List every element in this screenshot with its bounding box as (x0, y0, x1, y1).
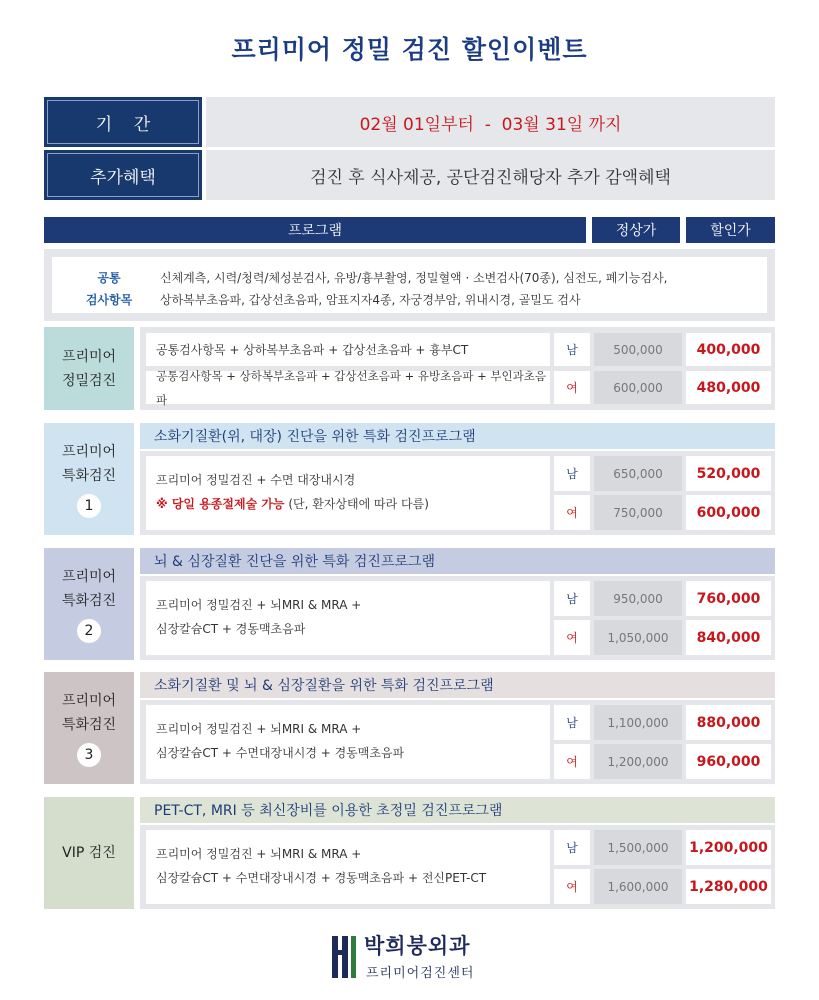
regular-price-female: 750,000 (594, 495, 682, 530)
program-name-line2: 특화검진 (61, 468, 117, 484)
header-regular-price: 정상가 (592, 217, 680, 243)
program-name (44, 797, 134, 909)
program-desc (146, 830, 550, 904)
program-name-line1: 프리미어 (61, 348, 117, 365)
common-tests-label (64, 267, 154, 311)
program-special-2 (44, 548, 775, 660)
sex-male-label: 남 (554, 333, 590, 366)
discount-price-female: 960,000 (686, 744, 771, 779)
program-body (140, 825, 775, 909)
clinic-logo-icon (330, 932, 358, 982)
common-items-line1: 신체계측, 시력/청력/체성분검사, 유방/흉부촬영, 정밀혈액 · 소변검사(70종), 심전도, 폐기능검사, (160, 271, 668, 285)
discount-price-female: 1,280,000 (686, 869, 771, 904)
program-note (156, 492, 550, 516)
sex-male-label: 남 (554, 581, 590, 616)
regular-price-female: 1,200,000 (594, 744, 682, 779)
common-items-line2: 상하복부초음파, 갑상선초음파, 암표지자4종, 자궁경부암, 위내시경, 골밀도 검사 (160, 293, 581, 307)
benefit-label: 추가혜택 (44, 150, 202, 200)
program-name-line2: 특화검진 (61, 717, 117, 733)
benefit-row (44, 150, 775, 200)
discount-price-male: 1,200,000 (686, 830, 771, 865)
header-program: 프로그램 (44, 217, 586, 243)
period-label: 기 간 (44, 97, 202, 147)
program-name-line2: 정밀검진 (61, 372, 117, 389)
program-special-1 (44, 423, 775, 535)
program-body (140, 451, 775, 535)
common-label-line2: 검사항목 (85, 293, 133, 307)
program-name-line1: VIP 검진 (62, 845, 116, 861)
program-desc-line1: 프리미어 정밀검진 + 뇌MRI & MRA + (156, 847, 362, 861)
period-row (44, 97, 775, 147)
program-desc (146, 456, 550, 530)
program-name-line1: 프리미어 (61, 693, 117, 709)
sex-male-label: 남 (554, 705, 590, 740)
discount-price-male: 520,000 (686, 456, 771, 491)
program-special-3 (44, 672, 775, 784)
program-number-badge: 1 (77, 494, 101, 518)
program-number-badge: 3 (77, 743, 101, 767)
program-name (44, 672, 134, 784)
program-headline: 소화기질환(위, 대장) 진단을 위한 특화 검진프로그램 (140, 423, 775, 449)
program-desc-male: 공통검사항목 + 상하복부초음파 + 갑상선초음파 + 흉부CT (146, 333, 550, 366)
clinic-logo (330, 930, 510, 986)
common-tests-inner (52, 257, 767, 313)
regular-price-male: 950,000 (594, 581, 682, 616)
regular-price-male: 650,000 (594, 456, 682, 491)
program-desc (146, 581, 550, 655)
regular-price-male: 1,500,000 (594, 830, 682, 865)
sex-female-label: 여 (554, 620, 590, 655)
common-tests-items (160, 267, 760, 311)
program-headline: 소화기질환 및 뇌 & 심장질환을 위한 특화 검진프로그램 (140, 672, 775, 698)
discount-price-male: 400,000 (686, 333, 771, 366)
program-note-highlight: ※ 당일 용종절제술 가능 (156, 497, 285, 511)
sex-male-label: 남 (554, 456, 590, 491)
program-desc-line1: 프리미어 정밀검진 + 뇌MRI & MRA + (156, 722, 362, 736)
program-note-rest: (단, 환자상태에 따라 다름) (284, 497, 429, 511)
regular-price-female: 1,050,000 (594, 620, 682, 655)
program-premier-precise (44, 327, 775, 410)
program-name-line1: 프리미어 (61, 569, 117, 585)
program-desc-line1: 프리미어 정밀검진 + 수면 대장내시경 (156, 473, 356, 487)
discount-price-female: 840,000 (686, 620, 771, 655)
clinic-name: 박희붕외과 (364, 934, 471, 958)
sex-female-label: 여 (554, 495, 590, 530)
program-headline: PET-CT, MRI 등 최신장비를 이용한 초정밀 검진프로그램 (140, 797, 775, 823)
header-discount-price: 할인가 (686, 217, 775, 243)
program-desc-line2: 심장칼슘CT + 수면대장내시경 + 경동맥초음파 (156, 746, 405, 760)
sex-female-label: 여 (554, 744, 590, 779)
program-name-line2: 특화검진 (61, 593, 117, 609)
regular-price-female: 600,000 (594, 371, 682, 404)
discount-price-male: 880,000 (686, 705, 771, 740)
program-desc-line1: 프리미어 정밀검진 + 뇌MRI & MRA + (156, 598, 362, 612)
page-title: 프리미어 정밀 검진 할인이벤트 (231, 35, 588, 64)
common-tests-box (44, 249, 775, 321)
common-label-line1: 공통 (97, 271, 121, 285)
program-body (140, 327, 775, 410)
discount-price-female: 480,000 (686, 371, 771, 404)
program-desc (146, 705, 550, 779)
regular-price-male: 1,100,000 (594, 705, 682, 740)
sex-male-label: 남 (554, 830, 590, 865)
regular-price-female: 1,600,000 (594, 869, 682, 904)
program-desc-female: 공통검사항목 + 상하복부초음파 + 갑상선초음파 + 유방초음파 + 부인과초음파 (146, 371, 550, 404)
program-desc-line2: 심장칼슘CT + 경동맥초음파 (156, 622, 306, 636)
sex-female-label: 여 (554, 371, 590, 404)
program-body (140, 576, 775, 660)
program-body (140, 700, 775, 784)
regular-price-male: 500,000 (594, 333, 682, 366)
program-number-badge: 2 (77, 619, 101, 643)
program-name (44, 423, 134, 535)
program-name (44, 327, 134, 410)
program-headline: 뇌 & 심장질환 진단을 위한 특화 검진프로그램 (140, 548, 775, 574)
program-vip (44, 797, 775, 909)
program-name (44, 548, 134, 660)
period-value: 02월 01일부터 - 03월 31일 까지 (206, 97, 775, 147)
program-desc-line2: 심장칼슘CT + 수면대장내시경 + 경동맥초음파 + 전신PET-CT (156, 871, 487, 885)
benefit-value: 검진 후 식사제공, 공단검진해당자 추가 감액혜택 (206, 150, 775, 200)
clinic-subtitle: 프리미어검진센터 (366, 966, 475, 981)
discount-price-female: 600,000 (686, 495, 771, 530)
discount-price-male: 760,000 (686, 581, 771, 616)
sex-female-label: 여 (554, 869, 590, 904)
program-name-line1: 프리미어 (61, 444, 117, 460)
